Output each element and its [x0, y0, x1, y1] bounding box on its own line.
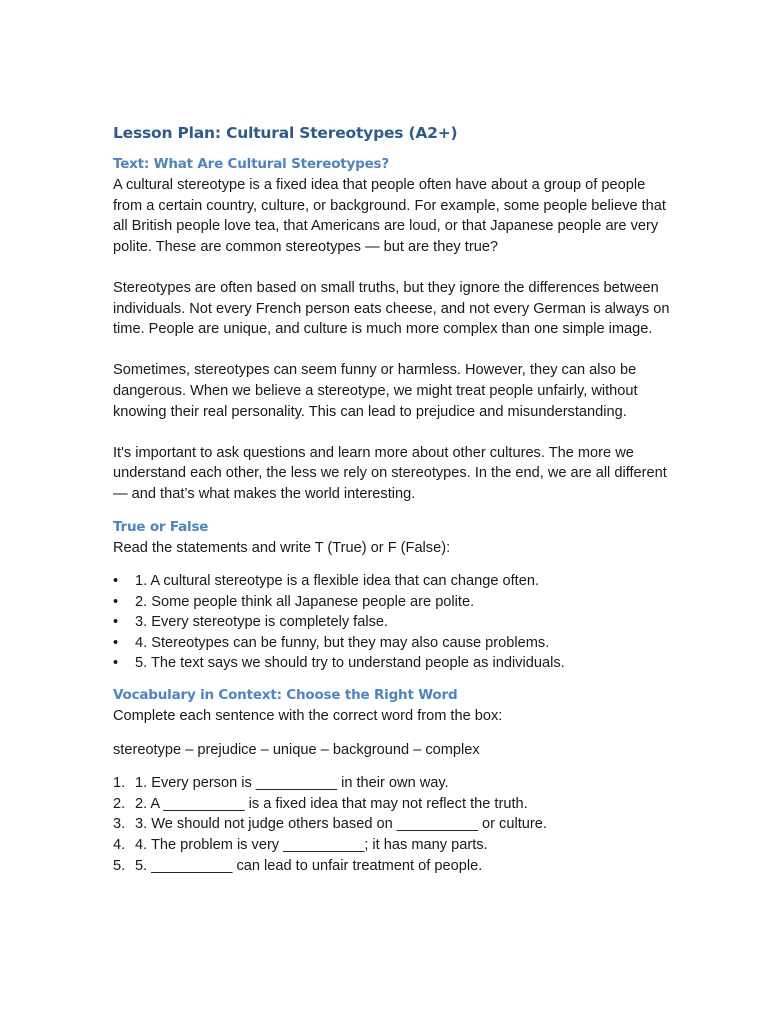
true-false-heading: True or False	[113, 518, 209, 535]
bullet-icon: •	[113, 573, 119, 590]
sentence-text: 2. A __________ is a fixed idea that may not reflect the truth.	[135, 795, 528, 812]
list-item	[113, 856, 673, 877]
list-item	[113, 814, 673, 835]
list-marker: 5.	[113, 857, 126, 874]
list-marker: 3.	[113, 816, 126, 833]
reading-paragraph-4: It's important to ask questions and learn more about other cultures. The more we understand each other, the less we rely on stereotypes. In the end, we are all different — and that’s what makes the world interesting.	[113, 444, 667, 502]
reading-heading: Text: What Are Cultural Stereotypes?	[113, 156, 390, 172]
reading-paragraph-2: Stereotypes are often based on small truths, but they ignore the differences between individuals. Not every French person eats cheese, and not every German is always on time. People are unique, and culture is much more complex than one simple image.	[113, 279, 670, 338]
reading-paragraph-3: Sometimes, stereotypes can seem funny or harmless. However, they can also be dangerous. When we believe a stereotype, we might treat people unfairly, without knowing their real personality. This can lead to prejudice and misunderstanding.	[113, 362, 638, 420]
vocabulary-heading: Vocabulary in Context: Choose the Right Word	[113, 687, 458, 704]
vocabulary-instructions: Complete each sentence with the correct word from the box:	[113, 708, 503, 725]
true-false-instructions: Read the statements and write T (True) or F (False):	[113, 539, 451, 556]
sentence-text: 4. The problem is very __________; it has many parts.	[135, 837, 488, 854]
document-title: Lesson Plan: Cultural Stereotypes (A2+)	[113, 124, 458, 142]
list-item	[113, 835, 673, 856]
vocabulary-list	[113, 773, 673, 876]
list-marker: 2.	[113, 795, 126, 812]
bullet-icon: •	[113, 593, 119, 610]
list-marker: 4.	[113, 837, 126, 854]
document-page	[113, 124, 673, 876]
bullet-icon: •	[113, 634, 119, 651]
statement-text: 5. The text says we should try to understand people as individuals.	[135, 655, 565, 672]
statement-text: 3. Every stereotype is completely false.	[135, 614, 389, 631]
statement-text: 2. Some people think all Japanese people are polite.	[135, 593, 475, 610]
true-false-list	[113, 571, 673, 674]
word-box: stereotype – prejudice – unique – background – complex	[113, 741, 480, 758]
list-item	[113, 773, 673, 794]
list-item	[113, 612, 673, 633]
list-item	[113, 633, 673, 654]
statement-text: 1. A cultural stereotype is a flexible idea that can change often.	[135, 573, 540, 590]
bullet-icon: •	[113, 655, 119, 672]
list-marker: 1.	[113, 775, 126, 792]
list-item	[113, 653, 673, 674]
list-item	[113, 592, 673, 613]
list-item	[113, 794, 673, 815]
bullet-icon: •	[113, 614, 119, 631]
sentence-text: 5. __________ can lead to unfair treatment of people.	[135, 857, 483, 874]
statement-text: 4. Stereotypes can be funny, but they may also cause problems.	[135, 634, 550, 651]
sentence-text: 1. Every person is __________ in their own way.	[135, 775, 449, 792]
reading-paragraph-1: A cultural stereotype is a fixed idea that people often have about a group of people from a certain country, culture, or background. For example, some people believe that all British people love tea, that Americans are loud, or that Japanese people are very polite. These are common stereotypes — but are they true?	[113, 177, 666, 255]
list-item	[113, 571, 673, 592]
sentence-text: 3. We should not judge others based on __________ or culture.	[135, 816, 547, 833]
